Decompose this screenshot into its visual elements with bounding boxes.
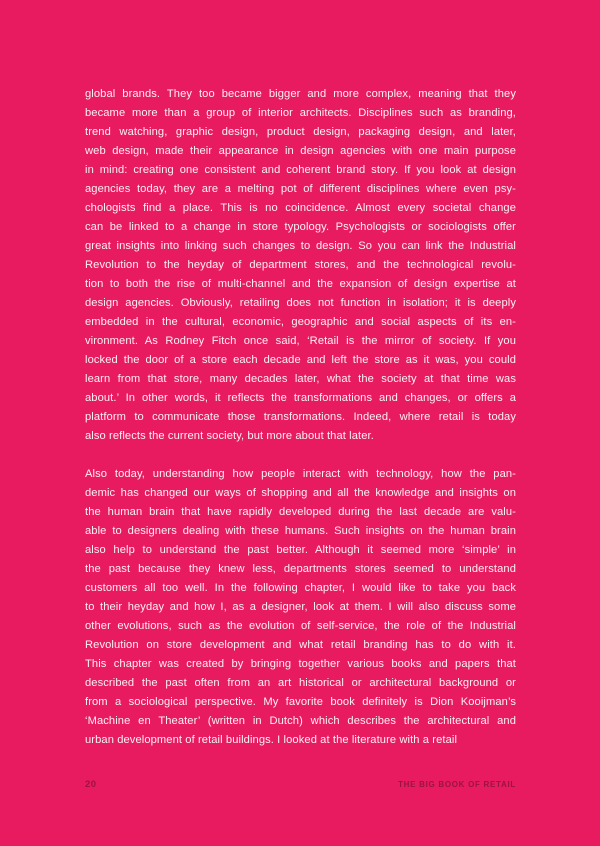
text-line: the human brain that have rapidly developed during the last decade are valu- [85, 506, 516, 518]
text-line: agencies today, they are a melting pot of different disciplines where even psy- [85, 183, 516, 195]
text-line: also reflects the current society, but more about that later. [85, 430, 374, 442]
body-paragraph-2 [85, 465, 516, 750]
text-line: able to designers dealing with these humans. Such insights on the human brain [85, 525, 516, 537]
text-line: also help to understand the past better. Although it seemed more ‘simple’ in [85, 544, 516, 556]
page-body-text [85, 85, 516, 769]
text-line: great insights into linking such changes to design. So you can link the Industrial [85, 240, 516, 252]
text-line: tion to both the rise of multi-channel and the expansion of design expertise at [85, 278, 516, 290]
text-line: became more than a group of interior architects. Disciplines such as branding, [85, 107, 516, 119]
text-line: This chapter was created by bringing together various books and papers that [85, 658, 516, 670]
text-line: can be linked to a change in store typology. Psychologists or sociologists offer [85, 221, 516, 233]
text-line: the past because they knew less, departments stores seemed to understand [85, 563, 516, 575]
text-line: embedded in the cultural, economic, geographic and social aspects of its en- [85, 316, 516, 328]
text-line: Revolution to the heyday of department stores, and the technological revolu- [85, 259, 516, 271]
page-number: 20 [85, 779, 97, 790]
text-line: learn from that store, many decades later, what the society at that time was [85, 373, 516, 385]
page-footer [85, 779, 516, 790]
text-line: Revolution on store development and what retail branding has to do with it. [85, 639, 516, 651]
text-line: in mind: creating one consistent and coherent brand story. If you look at design [85, 164, 516, 176]
text-line: vironment. As Rodney Fitch once said, ‘Retail is the mirror of society. If you [85, 335, 516, 347]
text-line: locked the door of a store each decade and left the store as it was, you could [85, 354, 516, 366]
running-footer-title: THE BIG BOOK OF RETAIL [398, 780, 516, 789]
text-line: demic has changed our ways of shopping and all the knowledge and insights on [85, 487, 516, 499]
text-line: chologists find a place. This is no coincidence. Almost every societal change [85, 202, 516, 214]
text-line: from a sociological perspective. My favorite book definitely is Dion Kooijman’s [85, 696, 516, 708]
text-line: Also today, understanding how people interact with technology, how the pan- [85, 468, 516, 480]
text-line: customers all too well. In the following chapter, I would like to take you back [85, 582, 516, 594]
text-line: design agencies. Obviously, retailing does not function in isolation; it is deeply [85, 297, 516, 309]
text-line: other evolutions, such as the evolution of self-service, the role of the Industrial [85, 620, 516, 632]
text-line: web design, made their appearance in design agencies with one main purpose [85, 145, 516, 157]
text-line: urban development of retail buildings. I looked at the literature with a retail [85, 734, 458, 746]
text-line: platform to communicate those transformations. Indeed, where retail is today [85, 411, 516, 423]
body-paragraph-1 [85, 85, 516, 446]
text-line: to their heyday and how I, as a designer, look at them. I will also discuss some [85, 601, 516, 613]
text-line: about.’ In other words, it reflects the transformations and changes, or offers a [85, 392, 516, 404]
text-line: ‘Machine en Theater’ (written in Dutch) which describes the architectural and [85, 715, 516, 727]
text-line: trend watching, graphic design, product design, packaging design, and later, [85, 126, 516, 138]
text-line: described the past often from an art historical or architectural background or [85, 677, 516, 689]
text-line: global brands. They too became bigger and more complex, meaning that they [85, 88, 516, 100]
